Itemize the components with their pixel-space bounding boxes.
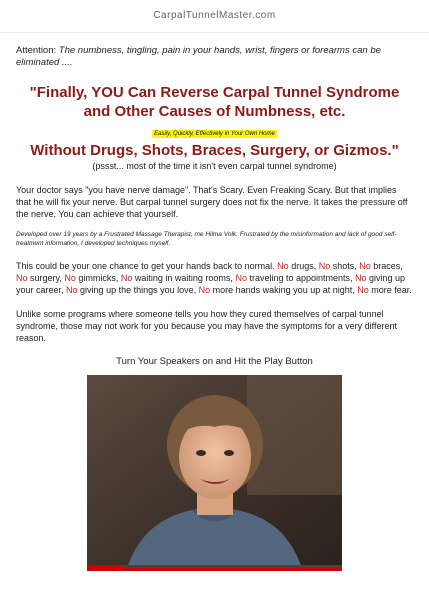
- unlike-paragraph: Unlike some programs where someone tells you how they cured themselves of carpal tunnel syndrome, those may not work for you because you may have the symptoms for a very different reason.: [16, 309, 398, 343]
- no-word: No: [277, 261, 292, 271]
- developed-note: Developed over 19 years by a Frustrated Massage Therapist, me Hilma Volk. Frustrated by the misinformation and lack of good self-treatment information, I developed techniques myself.: [16, 231, 397, 247]
- no-word: No: [61, 273, 79, 283]
- no-word: No: [232, 273, 250, 283]
- main-content: [0, 45, 429, 571]
- no-word: No: [356, 261, 374, 271]
- site-name[interactable]: CarpalTunnelMaster.com: [153, 10, 276, 21]
- no-item: braces,: [373, 261, 403, 271]
- no-item: more hands waking you up at night,: [212, 285, 355, 295]
- speakers-instruction: Turn Your Speakers on and Hit the Play Button: [116, 356, 313, 367]
- no-item: drugs,: [291, 261, 317, 271]
- no-word: No: [16, 273, 31, 283]
- attention-text: The numbness, tingling, pain in your hands, wrist, fingers or forearms can be eliminated ....: [16, 45, 381, 68]
- chance-paragraph: [16, 260, 413, 296]
- video-frame: [87, 375, 342, 568]
- attention-block: [16, 45, 413, 69]
- no-item: traveling to appointments,: [249, 273, 353, 283]
- psst-note: (pssst... most of the time it isn't even carpal tunnel syndrome): [92, 161, 337, 171]
- no-word: No: [118, 273, 135, 283]
- no-word: No: [352, 273, 370, 283]
- tagline-text: Easily, Quickly, Effectively in Your Own Home: [154, 131, 275, 137]
- no-word: No: [354, 285, 372, 295]
- no-item: giving up the things you love,: [80, 285, 197, 295]
- tagline: [16, 125, 413, 140]
- no-word: No: [63, 285, 81, 295]
- headline: "Finally, YOU Can Reverse Carpal Tunnel Syndrome and Other Causes of Numbness, etc.: [29, 84, 400, 120]
- video-player[interactable]: [87, 375, 342, 571]
- no-item: gimmicks,: [78, 273, 119, 283]
- no-item: giving up your career,: [16, 273, 406, 295]
- headline-secondary: Without Drugs, Shots, Braces, Surgery, or Gizmos.": [30, 142, 399, 159]
- no-item: more fear.: [371, 285, 412, 295]
- chance-intro: This could be your one chance to get your hands back to normal.: [16, 261, 275, 271]
- video-progress-fill: [87, 565, 123, 568]
- video-progress-bar[interactable]: [87, 565, 342, 568]
- no-word: No: [316, 261, 333, 271]
- no-item: shots,: [332, 261, 357, 271]
- site-header: [0, 0, 429, 33]
- no-item: waiting in waiting rooms,: [134, 273, 233, 283]
- no-item: surgery,: [30, 273, 62, 283]
- doctor-paragraph: Your doctor says "you have nerve damage". That's Scary. Even Freaking Scary. But that implies that he will fix your nerve. But carpal tunnel surgery does not fix the nerve. It takes the pressure off the nerve. You can achieve that yourself.: [16, 185, 408, 219]
- no-word: No: [196, 285, 213, 295]
- attention-prefix: Attention:: [16, 45, 57, 56]
